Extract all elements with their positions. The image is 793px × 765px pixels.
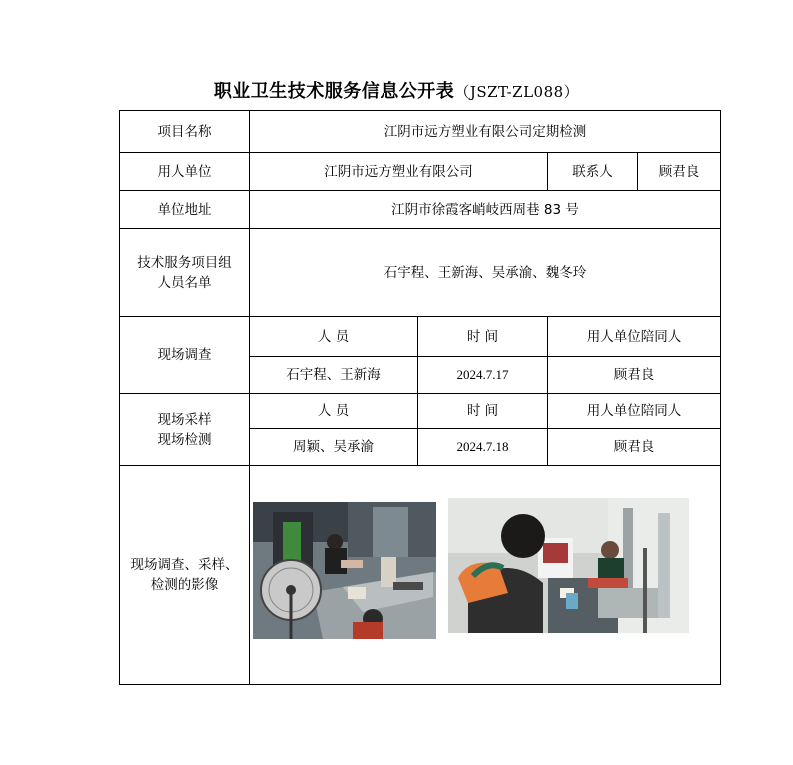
- survey-companion: 顾君良: [548, 357, 721, 394]
- sampling-label-line-2: 现场检测: [157, 431, 212, 448]
- survey-label: 现场调查: [120, 317, 250, 394]
- survey-header-time: 时 间: [418, 317, 548, 357]
- survey-header-companion: 用人单位陪同人: [548, 317, 721, 357]
- site-photo-sampling: [448, 498, 689, 633]
- team-value: 石宇程、王新海、吴承渝、魏冬玲: [250, 229, 721, 317]
- sampling-header-companion: 用人单位陪同人: [548, 394, 721, 429]
- images-label-line-1: 现场调查、采样、: [130, 557, 239, 573]
- title-code: （JSZT-ZL088）: [454, 83, 580, 101]
- team-label: [120, 229, 250, 317]
- title-text: 职业卫生技术服务信息公开表: [213, 81, 455, 102]
- team-label-line-2: 人员名单: [157, 274, 212, 291]
- survey-time: 2024.7.17: [418, 357, 548, 394]
- contact-label: 联系人: [548, 153, 638, 191]
- address-label: 单位地址: [120, 191, 250, 229]
- images-cell: [250, 466, 721, 685]
- survey-person: 石宇程、王新海: [250, 357, 418, 394]
- project-name-label: 项目名称: [120, 111, 250, 153]
- info-table: [119, 110, 721, 685]
- images-label: [120, 466, 250, 685]
- employer-value: 江阴市远方塑业有限公司: [250, 153, 548, 191]
- sampling-header-time: 时 间: [418, 394, 548, 429]
- images-label-line-2: 检测的影像: [150, 577, 219, 593]
- survey-header-person: 人 员: [250, 317, 418, 357]
- project-name-value: 江阴市远方塑业有限公司定期检测: [250, 111, 721, 153]
- site-photo-survey: [253, 502, 436, 639]
- sampling-time: 2024.7.18: [418, 429, 548, 466]
- photo-area: [250, 466, 720, 682]
- employer-label: 用人单位: [120, 153, 250, 191]
- sampling-person: 周颖、吴承渝: [250, 429, 418, 466]
- contact-value: 顾君良: [638, 153, 721, 191]
- document-title: [0, 77, 793, 103]
- sampling-label: [120, 394, 250, 466]
- sampling-companion: 顾君良: [548, 429, 721, 466]
- sampling-label-line-1: 现场采样: [157, 411, 212, 428]
- sampling-header-person: 人 员: [250, 394, 418, 429]
- team-label-line-1: 技术服务项目组: [137, 254, 232, 271]
- address-value: 江阴市徐霞客峭岐西周巷 83 号: [250, 191, 721, 229]
